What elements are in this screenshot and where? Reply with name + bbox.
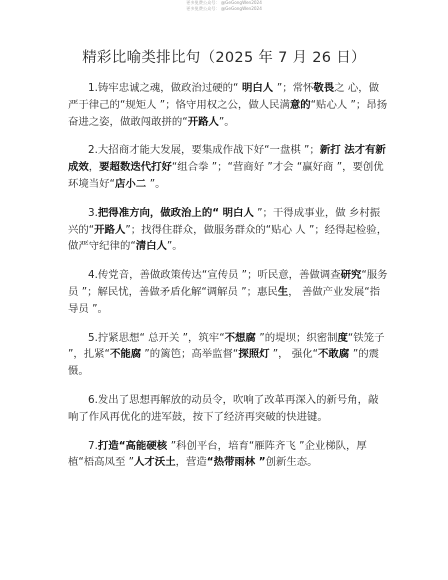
emphasis-text: 清白人 (135, 240, 167, 253)
paragraph-text: 大招商才能大发展，要集成作战下好“一盘棋 ”； (97, 144, 320, 157)
emphasis-text: 要超数迭代打好 (99, 161, 172, 174)
paragraph-text: 1. (88, 82, 98, 94)
paragraph-text: “贴心人 ”；昂扬奋进之姿，做敢闯敢拼的“ (68, 98, 388, 128)
paragraph-text: ”；常怀 (276, 82, 314, 94)
emphasis-text: 研究 (340, 269, 362, 282)
paragraph-7 (68, 438, 388, 472)
emphasis-text: 打造“ (97, 439, 126, 452)
paragraph-text: 5. (88, 331, 98, 344)
emphasis-text: 探照灯 (238, 348, 270, 361)
paragraph-4 (68, 267, 388, 317)
emphasis-text: 把得准方向，做政治上的“ 明白人 (97, 206, 254, 219)
paragraph-text: 7. (88, 439, 98, 452)
emphasis-text: 不想腐 (224, 331, 260, 344)
emphasis-text: 开路人 (187, 115, 219, 128)
paragraph-5 (68, 330, 388, 380)
paragraph-1 (68, 80, 388, 130)
document-title: 精彩比喻类排比句（2025 年 7 月 26 日） (82, 50, 366, 66)
document-body (68, 80, 388, 483)
emphasis-text: 不能腐 (109, 348, 142, 361)
emphasis-text: 店小二 (114, 177, 150, 190)
paragraph-6 (68, 392, 388, 426)
paragraph-text: ， 善做产业发展“指导员 ”。 (68, 285, 380, 315)
paragraph-text: ，营造 (175, 456, 207, 469)
paragraph-text: 4. (88, 269, 98, 282)
emphasis-text: 开路人 (94, 223, 126, 236)
paragraph-text: ”的篱笆；高举监督“ (141, 348, 239, 361)
emphasis-text: 意的 (289, 98, 311, 111)
paragraph-text: “服务员 ”；解民忧，善做矛盾化解“调解员 ”；惠民 (68, 269, 388, 298)
paragraph-text: ”的震慑。 (68, 348, 380, 378)
paragraph-2 (68, 142, 388, 192)
paragraph-text: 发出了思想再解放的动员令，吹响了改革再深入的新号角，敲响了作风再优化的进军鼓，按下了经济再突破的快进键。 (68, 393, 379, 423)
emphasis-text: 明白人 (238, 82, 277, 94)
watermark-line-2: 更多免费公众号： @GeGongWen2024 (186, 6, 262, 11)
paragraph-text: 3. (88, 206, 98, 219)
paragraph-text: ”。 (149, 177, 166, 190)
paragraph-text: ”科创平台，培育“雁阵齐飞 ”企业梯队，厚植“梧高凤至 ” (68, 439, 367, 469)
paragraph-text: 传党音，善做政策传达“宣传员 ”；听民意，善做调查 (97, 269, 341, 282)
emphasis-text: 生 (277, 285, 289, 298)
paragraph-text: “铁笼子 ”，扎紧“ (68, 331, 385, 361)
emphasis-text: 敬畏 (313, 82, 335, 94)
paragraph-text: 拧紧思想“ 总开关 ”，筑牢“ (97, 331, 225, 344)
paragraph-text: 2. (88, 144, 98, 157)
emphasis-text: 不敢腐 (318, 348, 353, 361)
paragraph-text: ”的堤坝；织密制 (259, 331, 338, 344)
paragraph-text: ”。 (218, 115, 235, 128)
emphasis-text: 度 (337, 331, 348, 344)
paragraph-text: ”， 强化“ (269, 348, 319, 361)
paragraph-text: ”。 (166, 240, 183, 253)
paragraph-text: ”；干得成事业，做 乡村振兴的“ (68, 206, 381, 236)
paragraph-text: 铸牢忠诚之魂，做政治过硬的“ (97, 82, 239, 94)
emphasis-text: 新打 法才有新成效 (68, 144, 386, 174)
watermark-line-1: 更多免费公众号： @GeGongWen2024 (186, 0, 262, 5)
paragraph-3 (68, 205, 388, 255)
paragraph-text: 6. (88, 393, 98, 406)
emphasis-text: “热带雨林 ” (206, 456, 266, 469)
paragraph-text: 之 心，做严于律己的“规矩人 ”；恪守用权之公，做人民满 (68, 82, 380, 111)
paragraph-text: ， (88, 161, 100, 174)
paragraph-text: 创新生态。 (265, 456, 318, 469)
header-watermark (0, 0, 448, 12)
emphasis-text: 人才沃土 (134, 456, 176, 469)
emphasis-text: 高能硬核 (125, 439, 171, 452)
paragraph-text: ”；找得住群众，做服务群众的“贴心 人 ”；经得起检验，做严守纪律的“ (68, 223, 388, 253)
paragraph-text: “组合拳 ”；“营商好 ”才会 “赢好商 ”，要创优环境当好“ (68, 161, 384, 190)
